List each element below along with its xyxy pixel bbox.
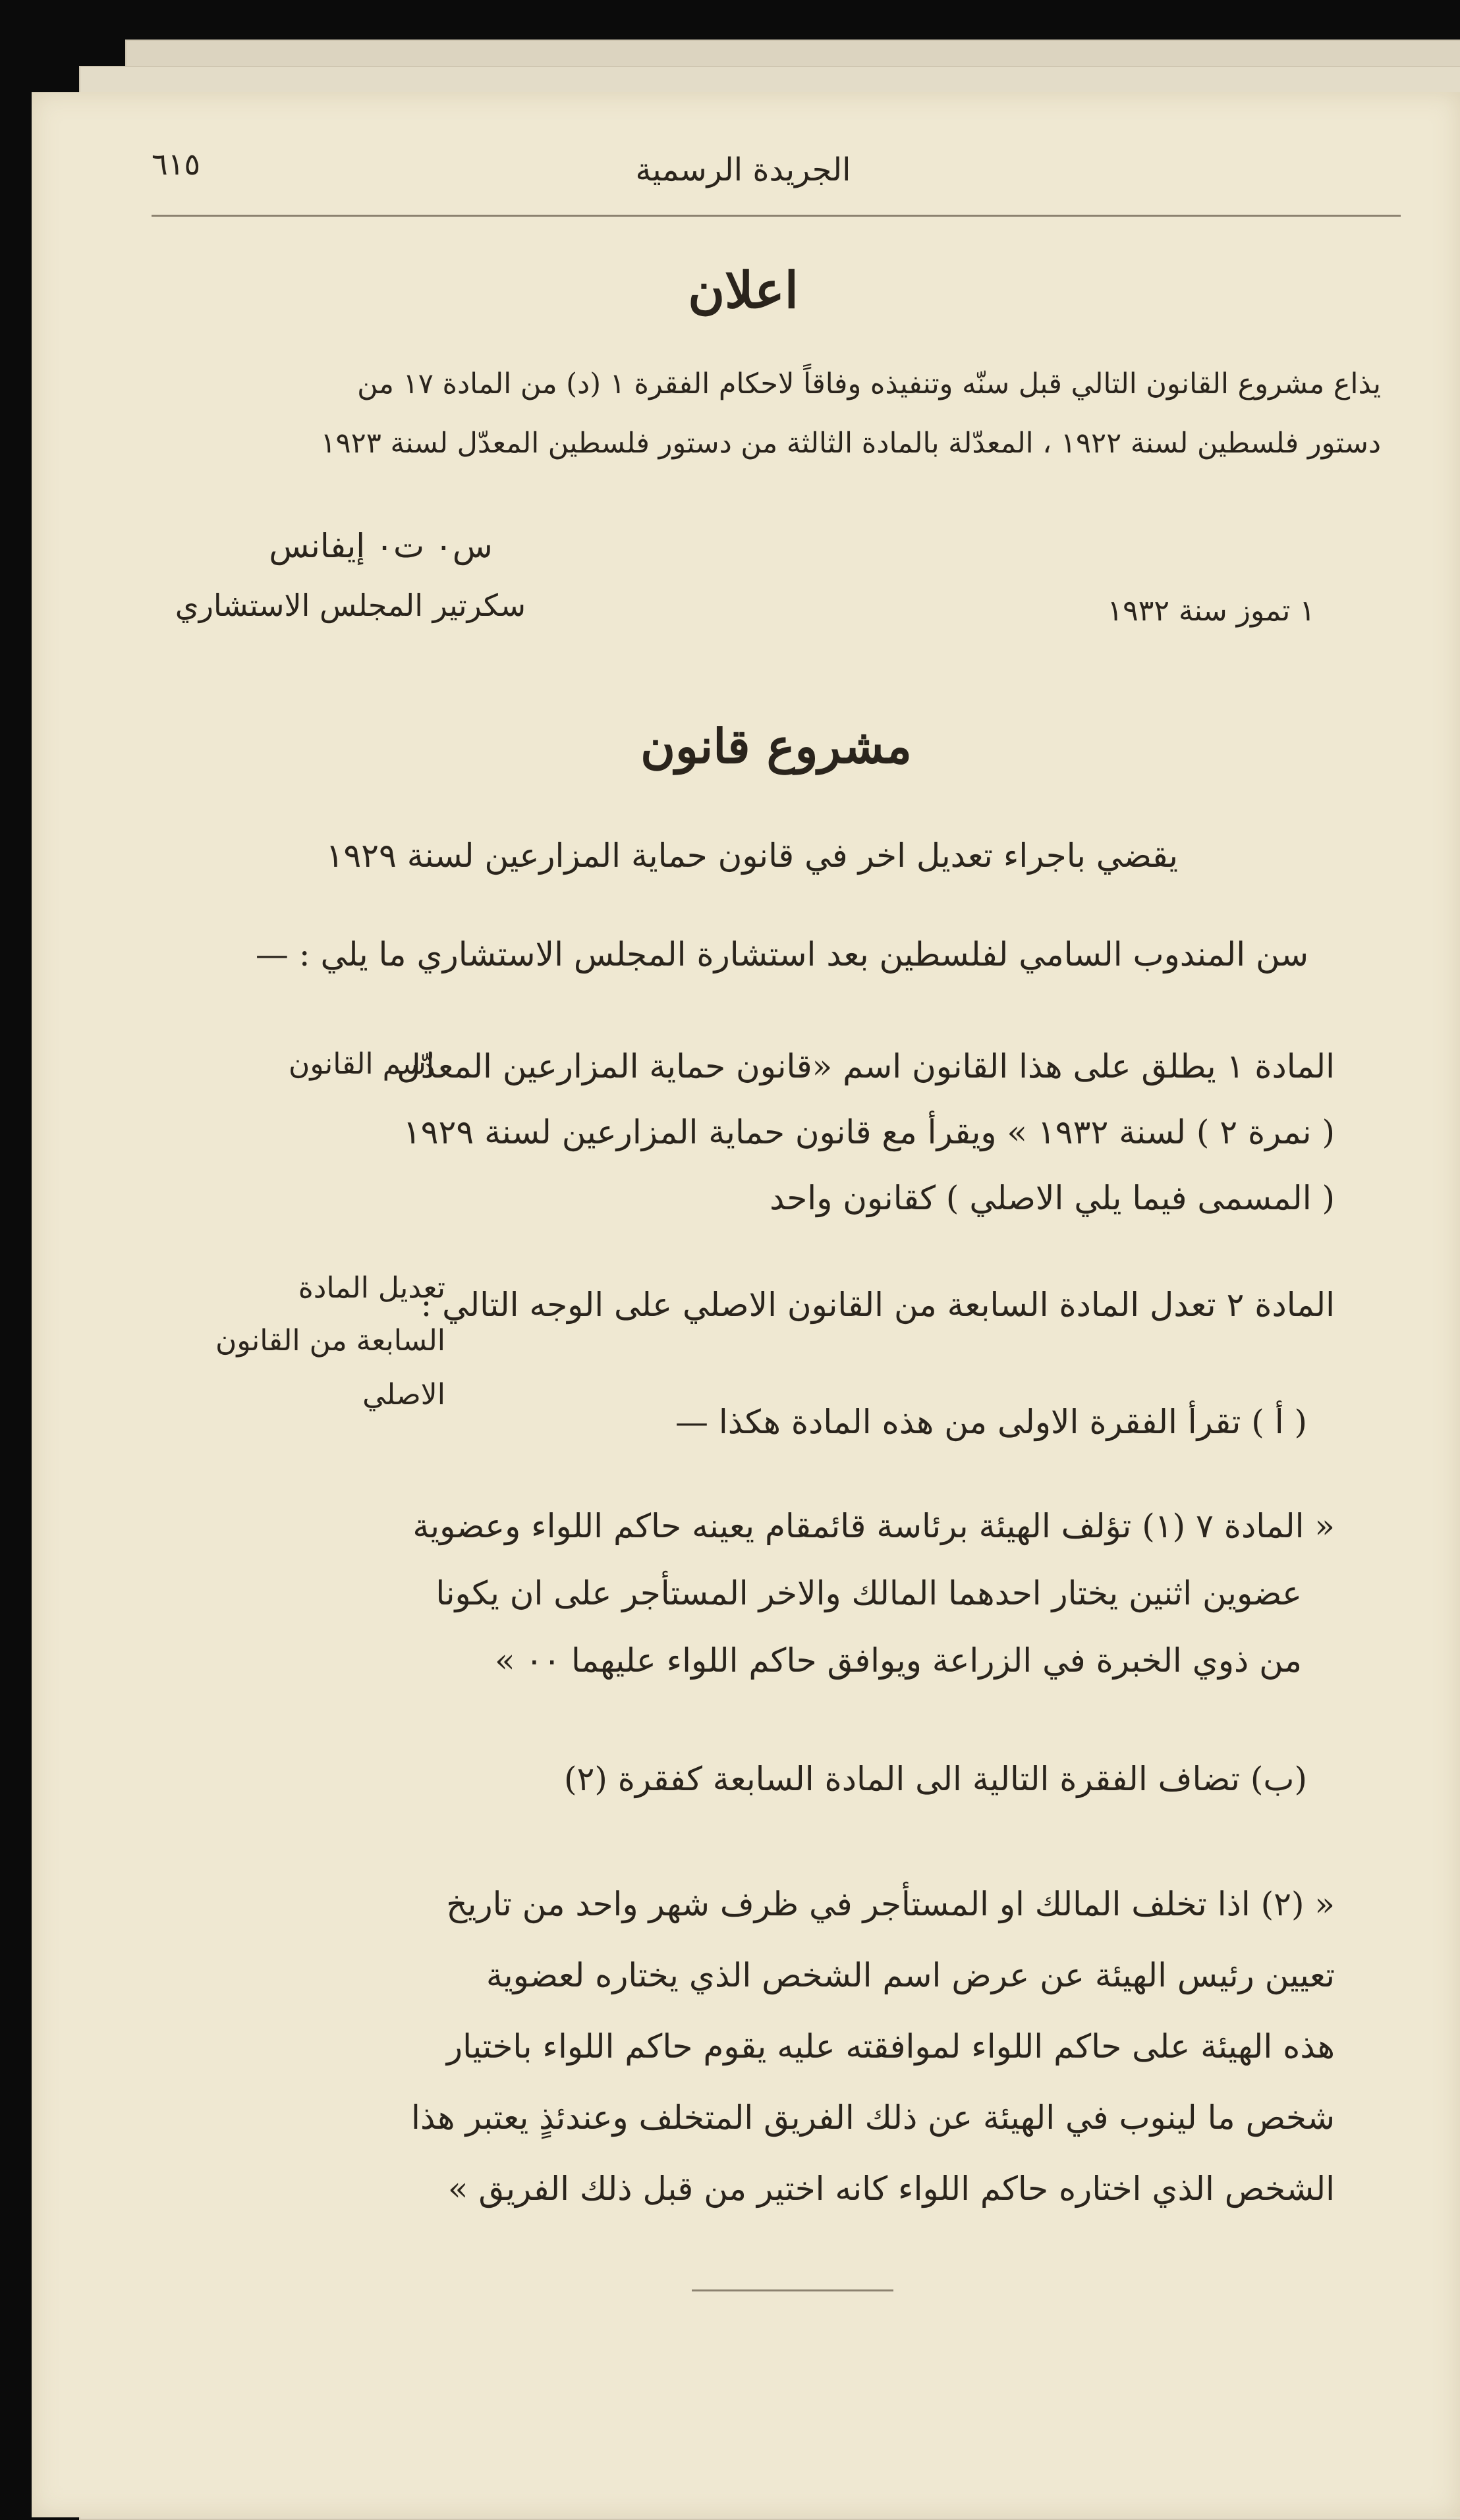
page-number: ٦١٥ <box>152 146 201 182</box>
signatory-name: س٠ ت٠ إيفانس <box>269 527 493 565</box>
bill-enactment: سن المندوب السامي لفلسطين بعد استشارة المجلس الاستشاري ما يلي : — <box>255 935 1308 973</box>
quote2-line-3: هذه الهيئة على حاكم اللواء لموافقته عليه يقوم حاكم اللواء باختيار <box>446 2027 1335 2066</box>
quote2-line-4: شخص ما لينوب في الهيئة عن ذلك الفريق المتخلف وعندئذٍ يعتبر هذا <box>411 2098 1335 2137</box>
notice-body-line-1: يذاع مشروع القانون التالي قبل سنّه وتنفيذه وفاقاً لاحكام الفقرة ١ (د) من المادة ١٧ من <box>357 368 1381 400</box>
notice-body-line-2: دستور فلسطين لسنة ١٩٢٢ ، المعدّلة بالمادة الثالثة من دستور فلسطين المعدّل لسنة ١٩٢٣ <box>320 427 1381 460</box>
article1-line-3: ( المسمى فيما يلي الاصلي ) كقانون واحد <box>770 1179 1335 1217</box>
closing-rule <box>692 2289 893 2291</box>
journal-title: الجريدة الرسمية <box>635 151 851 188</box>
article1-line-2: ( نمرة ٢ ) لسنة ١٩٣٢ » ويقرأ مع قانون حماية المزارعين لسنة ١٩٢٩ <box>403 1113 1335 1151</box>
quote2-line-2: تعيين رئيس الهيئة عن عرض اسم الشخص الذي يختاره لعضوية <box>486 1956 1335 1994</box>
quote1-line-3: من ذوي الخبرة في الزراعة ويوافق حاكم اللواء عليهما ٠٠ » <box>494 1641 1302 1680</box>
article2-margin-note-line-2: السابعة من القانون <box>215 1324 445 1357</box>
bill-title: مشروع قانون <box>640 718 912 774</box>
quote1-line-1: « المادة ٧ (١) تؤلف الهيئة برئاسة قائمقام يعينه حاكم اللواء وعضوية <box>412 1507 1335 1545</box>
bill-subtitle: يقضي باجراء تعديل اخر في قانون حماية المزارعين لسنة ١٩٢٩ <box>325 836 1178 875</box>
article2-heading: المادة ٢ تعدل المادة السابعة من القانون الاصلي على الوجه التالي : <box>420 1286 1335 1324</box>
clause-b: (ب) تضاف الفقرة التالية الى المادة السابعة كفقرة (٢) <box>563 1760 1307 1798</box>
notice-title: اعلان <box>688 261 799 319</box>
article1-line-1: المادة ١ يطلق على هذا القانون اسم «قانون حماية المزارعين المعدّل <box>397 1047 1335 1085</box>
article2-margin-note-line-3: الاصلي <box>362 1378 445 1411</box>
notice-date: ١ تموز سنة ١٩٣٢ <box>1107 594 1315 628</box>
clause-a: ( أ ) تقرأ الفقرة الاولى من هذه المادة هكذا — <box>675 1403 1307 1441</box>
signatory-title: سكرتير المجلس الاستشاري <box>175 588 526 623</box>
document-page <box>32 92 1460 2517</box>
header-rule <box>152 215 1401 217</box>
quote2-line-5: الشخص الذي اختاره حاكم اللواء كانه اختير من قبل ذلك الفريق » <box>447 2170 1335 2208</box>
article2-margin-note-line-1: تعديل المادة <box>298 1271 445 1305</box>
quote2-line-1: « (٢) اذا تخلف المالك او المستأجر في ظرف شهر واحد من تاريخ <box>446 1885 1335 1923</box>
quote1-line-2: عضوين اثنين يختار احدهما المالك والاخر المستأجر على ان يكونا <box>435 1574 1302 1612</box>
article1-margin-note: اسم القانون <box>289 1047 434 1081</box>
